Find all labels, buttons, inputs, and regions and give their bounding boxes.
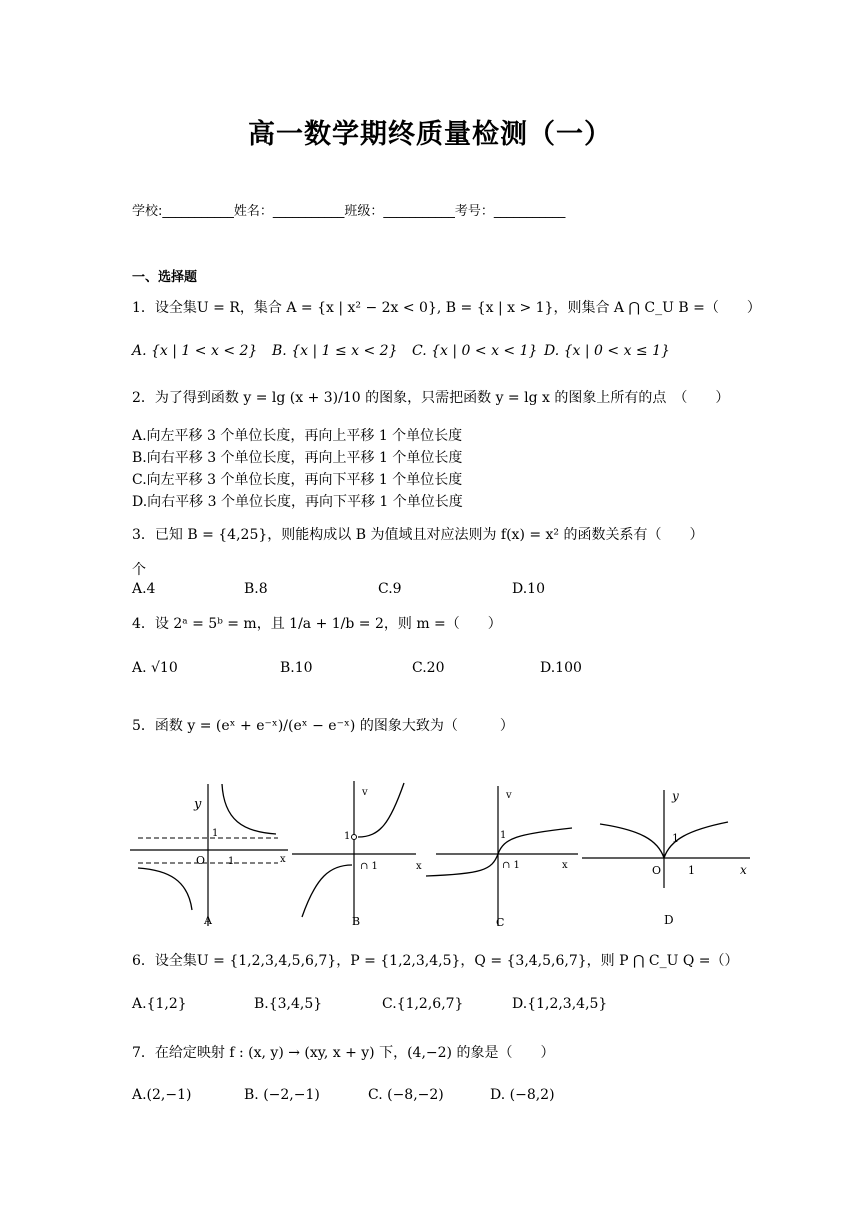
question-6-option-d: D.{1,2,3,4,5} [512,996,608,1012]
svg-text:O: O [652,864,662,877]
svg-text:1: 1 [344,831,351,842]
question-3-stem: 3．已知 B = {4,25}，则能构成以 B 为值域且对应法则为 f(x) = x² 的函数关系有（ ） [132,527,704,543]
question-2-stem: 2．为了得到函数 y = lg (x + 3)/10 的图象，只需把函数 y = lg x 的图象上所有的点 （ ） [132,390,730,406]
svg-text:1: 1 [500,830,507,841]
graph-c-curve [426,828,572,876]
question-6-option-b: B.{3,4,5} [254,996,323,1012]
graph-b-label: B [352,915,361,927]
page-title: 高一数学期终质量检测（一） [248,119,612,150]
svg-text:1: 1 [212,828,219,839]
graph-c-label: C [496,916,505,928]
question-7-option-d: D. (−8,2) [490,1087,555,1103]
question-1-option-a: A. {x | 1 < x < 2} [132,343,258,359]
svg-text:1: 1 [672,832,679,845]
question-3-option-d: D.10 [512,581,545,597]
question-3-stem-continued: 个 [132,562,146,578]
question-2-option-b: B.向右平移 3 个单位长度，再向上平移 1 个单位长度 [132,450,463,466]
question-3-option-b: B.8 [244,581,268,597]
question-3-option-c: C.9 [378,581,402,597]
svg-text:x: x [562,860,568,871]
graph-a-curve-right [222,784,276,834]
graph-a [128,770,293,928]
graph-c [422,778,582,928]
question-7-option-c: C. (−8,−2) [368,1087,444,1103]
svg-text:y: y [672,789,679,803]
question-7-option-a: A.(2,−1) [132,1087,192,1103]
svg-text:∩ 1: ∩ 1 [360,861,378,872]
question-2-option-a: A.向左平移 3 个单位长度，再向上平移 1 个单位长度 [132,428,463,444]
question-2-option-d: D.向右平移 3 个单位长度，再向下平移 1 个单位长度 [132,494,463,510]
student-info-line: 学校:___________姓名：___________班级：___________考号：___________ [132,204,566,219]
question-4-option-c: C.20 [412,660,445,676]
graph-b [290,775,430,927]
question-6-option-c: C.{1,2,6,7} [382,996,464,1012]
question-4-stem: 4．设 2ᵃ = 5ᵇ = m，且 1/a + 1/b = 2，则 m =（ ） [132,616,502,632]
question-6-stem: 6．设全集U = {1,2,3,4,5,6,7}，P = {1,2,3,4,5}，Q = {3,4,5,6,7}，则 P ⋂ C_U Q =（） [132,953,739,969]
graph-a-curve-left [138,868,192,910]
svg-text:y: y [194,797,202,812]
section-heading: 一、选择题 [132,270,198,285]
svg-text:∩ 1: ∩ 1 [502,860,520,871]
svg-text:O: O [196,854,206,867]
graph-d-label: D [664,913,674,927]
question-7-stem: 7．在给定映射 f : (x, y) → (xy, x + y) 下，(4,−2) 的象是（ ） [132,1045,555,1061]
svg-text:x: x [416,861,422,872]
svg-text:1: 1 [228,856,235,867]
svg-text:v: v [362,787,368,798]
svg-text:x: x [740,863,747,877]
graph-d [580,782,760,928]
svg-text:1: 1 [688,864,695,877]
svg-text:x: x [280,854,286,865]
question-3-option-a: A.4 [132,581,156,597]
question-1-option-b: B. {x | 1 ≤ x < 2} [272,343,398,359]
graph-b-curve-left [302,865,352,917]
question-4-option-b: B.10 [280,660,313,676]
question-1-stem: 1．设全集U = R，集合 A = {x | x² − 2x < 0}, B = {x | x > 1}，则集合 A ⋂ C_U B =（ ） [132,300,761,316]
question-4-option-d: D.100 [540,660,582,676]
question-6-option-a: A.{1,2} [132,996,187,1012]
question-2-option-c: C.向左平移 3 个单位长度，再向下平移 1 个单位长度 [132,472,463,488]
graph-a-label: A [204,914,212,927]
svg-text:v: v [506,790,512,801]
question-1-option-c: C. {x | 0 < x < 1} [412,343,538,359]
question-5-stem: 5．函数 y = (eˣ + e⁻ˣ)/(eˣ − e⁻ˣ) 的图象大致为（ ） [132,718,514,734]
question-1-option-d: D. {x | 0 < x ≤ 1} [544,343,670,359]
question-7-option-b: B. (−2,−1) [244,1087,320,1103]
question-4-option-a: A. √10 [132,660,178,676]
